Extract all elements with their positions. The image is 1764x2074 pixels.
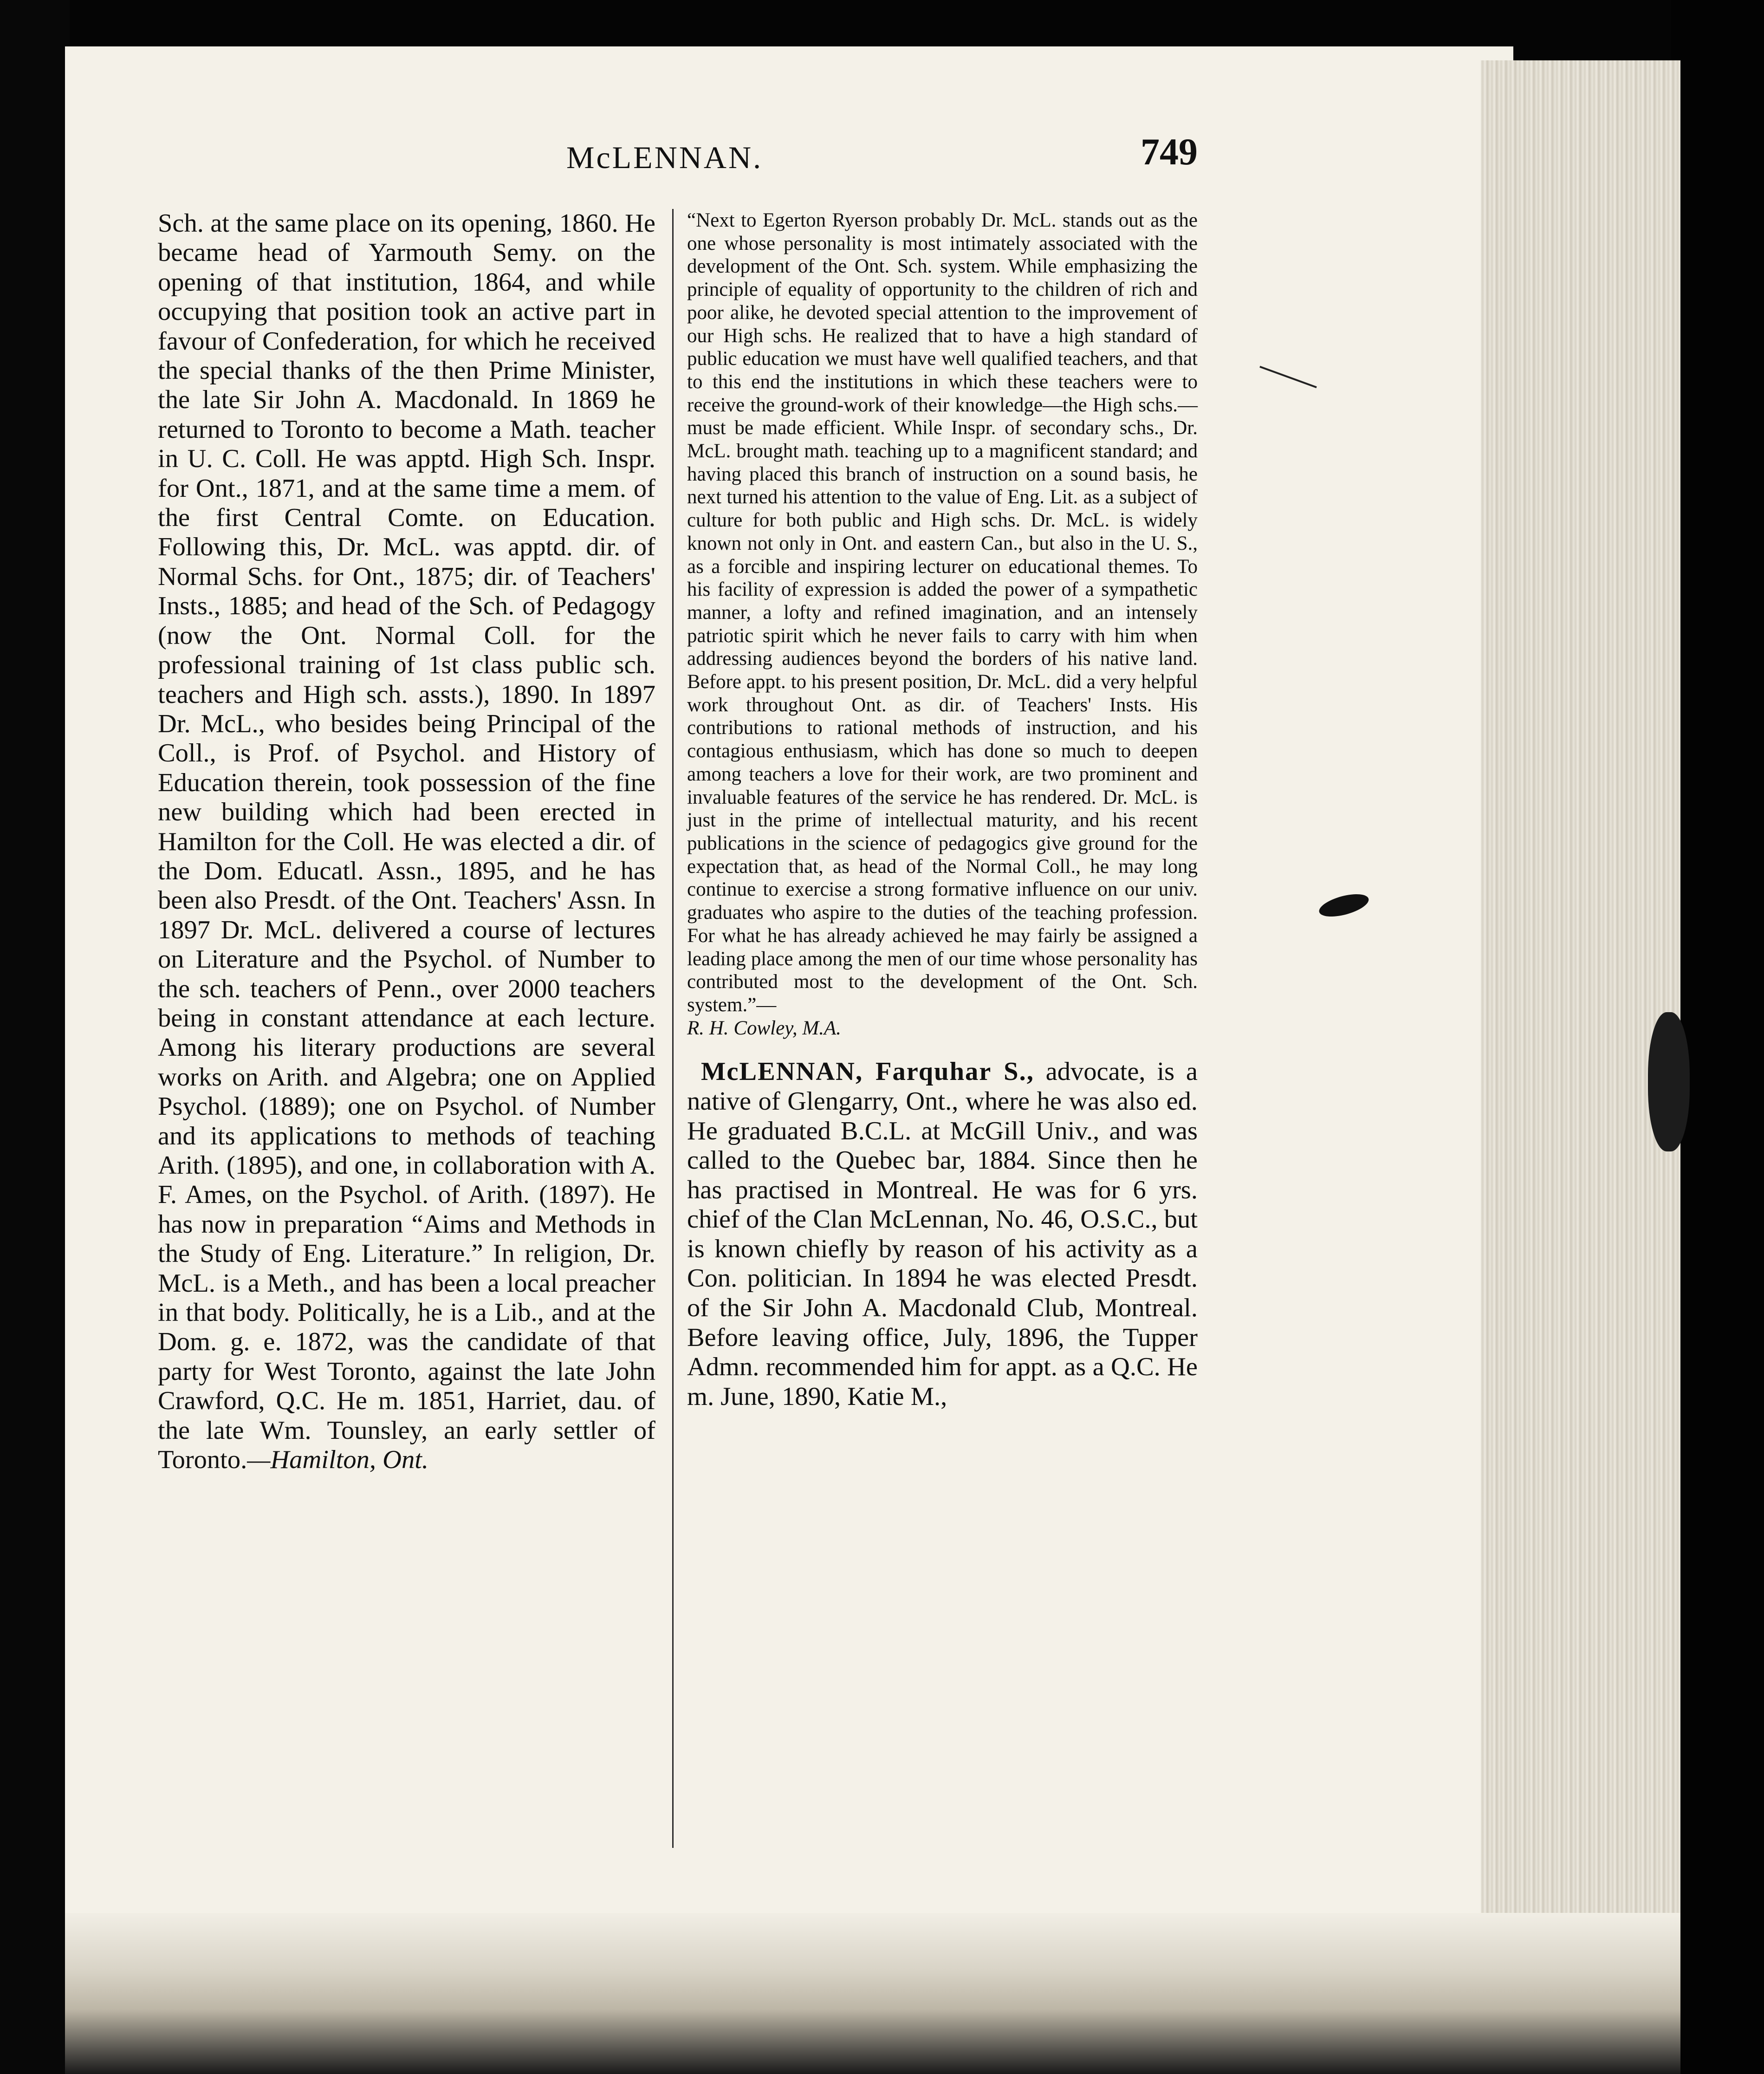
quote-attribution: R. H. Cowley, M.A. <box>687 1017 842 1039</box>
running-title: McLENNAN. <box>566 140 763 175</box>
left-column-text: Sch. at the same place on its opening, 1860. He became head of Yarmouth Semy. on the opening of that institution, 1864, and while occupying that position took an active part in favour of Confederation, for which he received the special thanks of the then Prime Minister, the late Sir John A. Macdonald. In 1869 he returned to Toronto to become a Math. teacher in U. C. Coll. He was apptd. High Sch. Inspr. for Ont., 1871, and at the same time a mem. of the first Central Comte. on Education. Following this, Dr. McL. was apptd. dir. of Normal Schs. for Ont., 1875; dir. of Teachers' Insts., 1885; and head of the Sch. of Pedagogy (now the Ont. Normal Coll. for the professional training of 1st class public sch. teachers and High sch. assts.), 1890. In 1897 Dr. McL., who besides being Principal of the Coll., is Prof. of Psychol. and History of Education therein, took possession of the fine new building which had been erected in Hamilton for the Coll. He was elected a dir. of the Dom. Educatl. Assn., 1895, and he has been also Presdt. of the Ont. Teachers' Assn. In 1897 Dr. McL. delivered a course of lectures on Literature and the Psychol. of Number to the sch. teachers of Penn., over 2000 teachers being in constant attendance at each lecture. Among his literary productions are several works on Arith. and Algebra; one on Applied Psychol. (1889); one on Psychol. of Number and its applications to methods of teaching Arith. (1895), and one, in collaboration with A. F. Ames, on the Psychol. of Arith. (1897). He has now in preparation “Aims and Methods in the Study of Eng. Literature.” In religion, Dr. McL. is a Meth., and has been a local preacher in that body. Politically, he is a Lib., and at the Dom. g. e. 1872, was the candidate of that party for West Toronto, against the late John Crawford, Q.C. He m. 1851, Harriet, dau. of the late Wm. Tounsley, an early settler of Toronto. <box>158 209 655 1475</box>
scan-border-left <box>0 0 70 2074</box>
page-bottom-edge <box>65 1913 1680 2074</box>
page-header <box>158 130 1198 204</box>
right-column <box>687 209 1198 1411</box>
biography-entry <box>687 1057 1198 1411</box>
page-edge-stack <box>1481 60 1680 1964</box>
page-content <box>158 130 1198 1876</box>
column-rule <box>672 209 674 1848</box>
left-column <box>158 209 655 1475</box>
entry-text: advocate, is a native of Glengarry, Ont., where he was also ed. He graduated B.C.L. at McGill Univ., and was called to the Quebec bar, 1884. Since then he has practised in Montreal. He was for 6 yrs. chief of the Clan McLennan, No. 46, O.S.C., but is known chiefly by reason of his activity as a Con. politician. In 1894 he was elected Presdt. of the Sir John A. Macdonald Club, Montreal. Before leaving office, July, 1896, the Tupper Admn. recommended him for appt. as a Q.C. He m. June, 1890, Katie M., <box>687 1057 1198 1411</box>
tribute-quote: “Next to Egerton Ryerson probably Dr. McL. stands out as the one whose personality is most intimately associated with the development of the Ont. Sch. system. While emphasizing the principle of equality of opportunity to the children of rich and poor alike, he devoted special attention to the improvement of our High schs. He realized that to have a high standard of public education we must have well qualified teachers, and that to this end the institutions in which these teachers were to receive the ground-work of their knowledge—the High schs.—must be made efficient. While Inspr. of secondary schs., Dr. McL. brought math. teaching up to a magnificent standard; and having placed this branch of instruction on a sound basis, he next turned his attention to the value of Eng. Lit. as a subject of culture for both public and High schs. Dr. McL. is widely known not only in Ont. and eastern Can., but also in the U. S., as a forcible and inspiring lecturer on educational themes. To his facility of expression is added the power of a sympathetic manner, a lofty and refined imagination, and an intensely patriotic spirit which he never fails to carry with him when addressing audiences beyond the borders of his native land. Before appt. to his present position, Dr. McL. did a very helpful work throughout Ont. as dir. of Teachers' Insts. His contributions to rational methods of instruction, and his contagious enthusiasm, which has done so much to deepen among teachers a love for their work, are two prominent and invaluable features of the service he has rendered. Dr. McL. is just in the prime of intellectual maturity, and his recent publications in the science of pedagogics give ground for the expectation that, as head of the Normal Coll., he may long continue to exercise a strong formative influence on our univ. graduates who aspire to the duties of the teaching profession. For what he has already achieved he may fairly be assigned a leading place among the men of our time whose personality has contributed most to the development of the Ont. Sch. system.”— <box>687 209 1198 1016</box>
page-number: 749 <box>1141 130 1198 173</box>
entry-name: McLENNAN, Farquhar S., <box>701 1057 1034 1086</box>
place-signature: —Hamilton, Ont. <box>247 1445 429 1475</box>
ink-blot <box>1648 1012 1690 1151</box>
